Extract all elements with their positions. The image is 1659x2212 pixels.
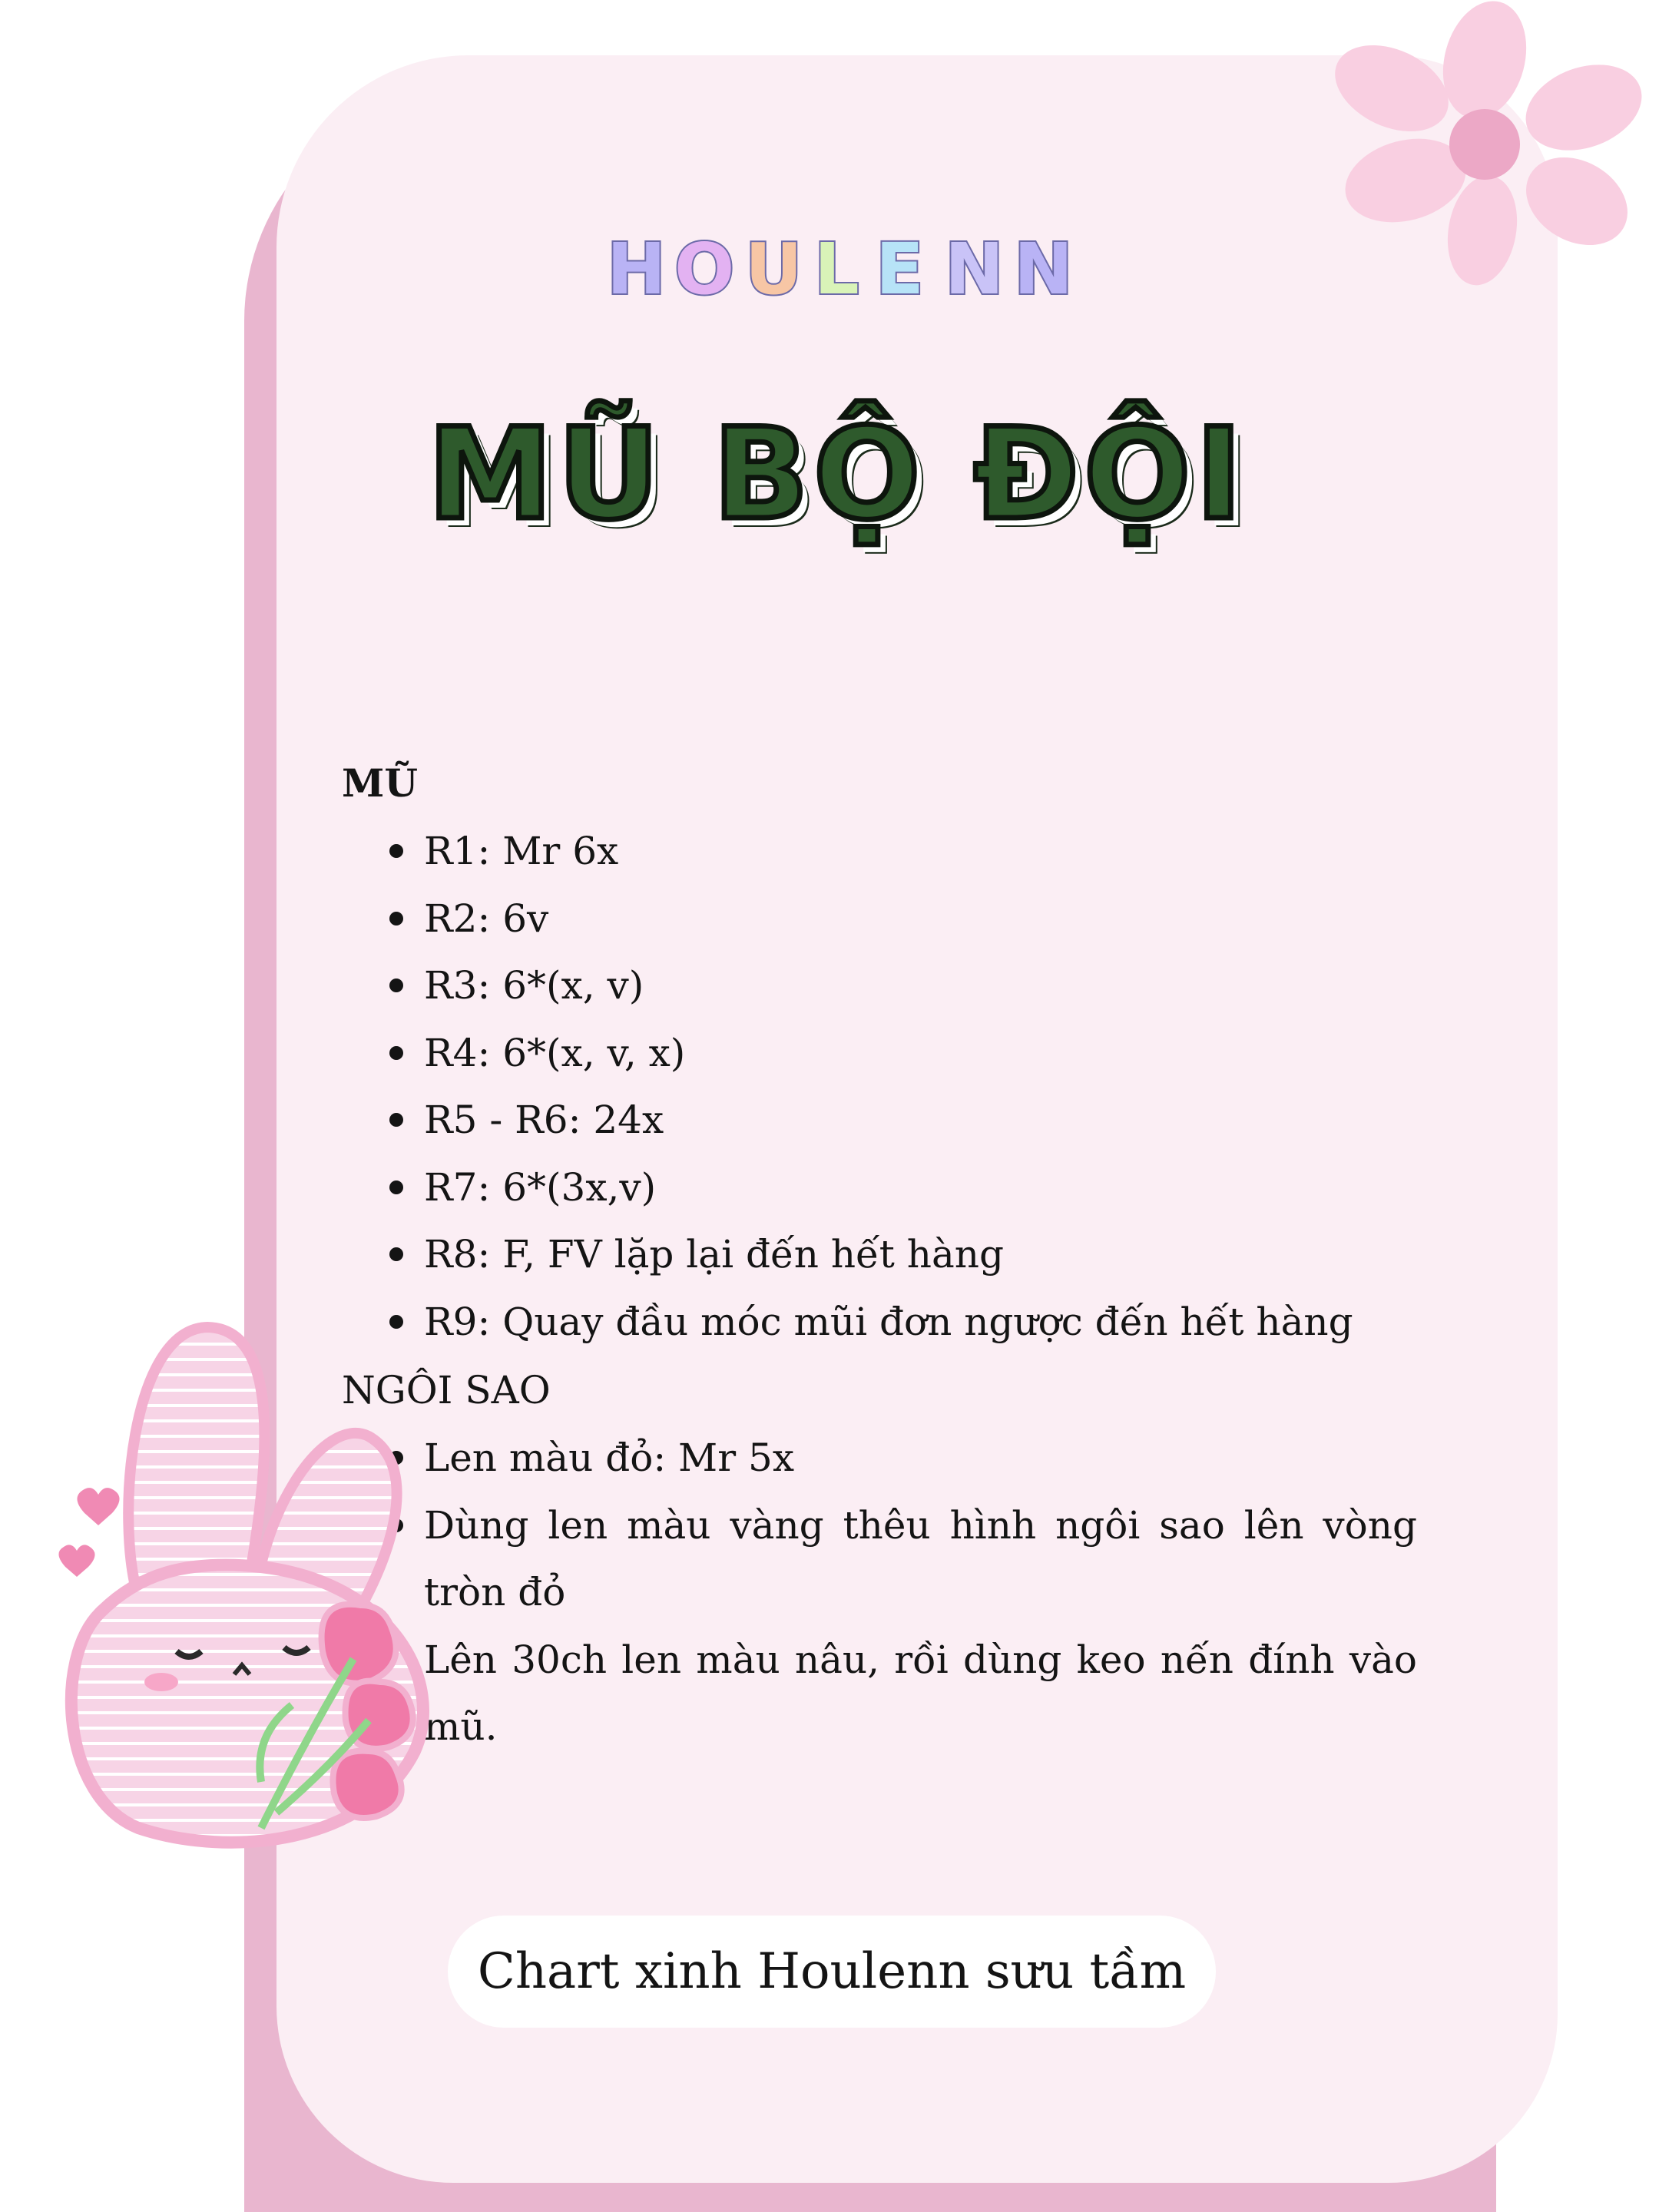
- list-item: R8: F, FV lặp lại đến hết hàng: [342, 1221, 1417, 1289]
- brand-letter: N: [1014, 230, 1073, 307]
- bullet-icon: [389, 1113, 403, 1127]
- brand-logo: [607, 230, 1083, 307]
- section-heading-hat: MŨ: [342, 760, 418, 806]
- bullet-icon: [389, 1247, 403, 1261]
- page-title: MŨ BỘ ĐỘI: [427, 401, 1247, 548]
- list-item: Dùng len màu vàng thêu hình ngôi sao lên vòng tròn đỏ: [342, 1492, 1417, 1627]
- list-item: R5 - R6: 24x: [342, 1087, 1417, 1154]
- list-item: R2: 6v: [342, 886, 1417, 953]
- pattern-content: [342, 749, 1417, 1761]
- brand-letter: H: [607, 230, 666, 307]
- brand-letter: L: [814, 230, 859, 307]
- list-item: R9: Quay đầu móc mũi đơn ngược đến hết hàng: [342, 1289, 1417, 1356]
- bullet-icon: [389, 1046, 403, 1060]
- star-steps-list: [342, 1425, 1417, 1761]
- list-item: Len màu đỏ: Mr 5x: [342, 1425, 1417, 1492]
- brand-letter: U: [745, 230, 803, 307]
- bunny-sticker-icon: [31, 1321, 445, 1859]
- list-item: Lên 30ch len màu nâu, rồi dùng keo nến đính vào mũ.: [342, 1627, 1417, 1761]
- flower-decoration-icon: [1329, 0, 1659, 300]
- bullet-icon: [389, 1181, 403, 1194]
- footer-text: Chart xinh Houlenn sưu tầm: [477, 1943, 1187, 2000]
- bullet-icon: [389, 979, 403, 992]
- list-item: R7: 6*(3x,v): [342, 1154, 1417, 1222]
- bullet-icon: [389, 912, 403, 926]
- hat-steps-list: [342, 818, 1417, 1356]
- list-item: R1: Mr 6x: [342, 818, 1417, 886]
- list-item: R4: 6*(x, v, x): [342, 1020, 1417, 1088]
- footer-badge: [448, 1916, 1216, 2028]
- brand-letter: E: [876, 230, 924, 307]
- brand-letter: N: [945, 230, 1004, 307]
- brand-letter: O: [674, 230, 735, 307]
- bullet-icon: [389, 844, 403, 858]
- section-heading-star: NGÔI SAO: [342, 1368, 551, 1412]
- list-item: R3: 6*(x, v): [342, 952, 1417, 1020]
